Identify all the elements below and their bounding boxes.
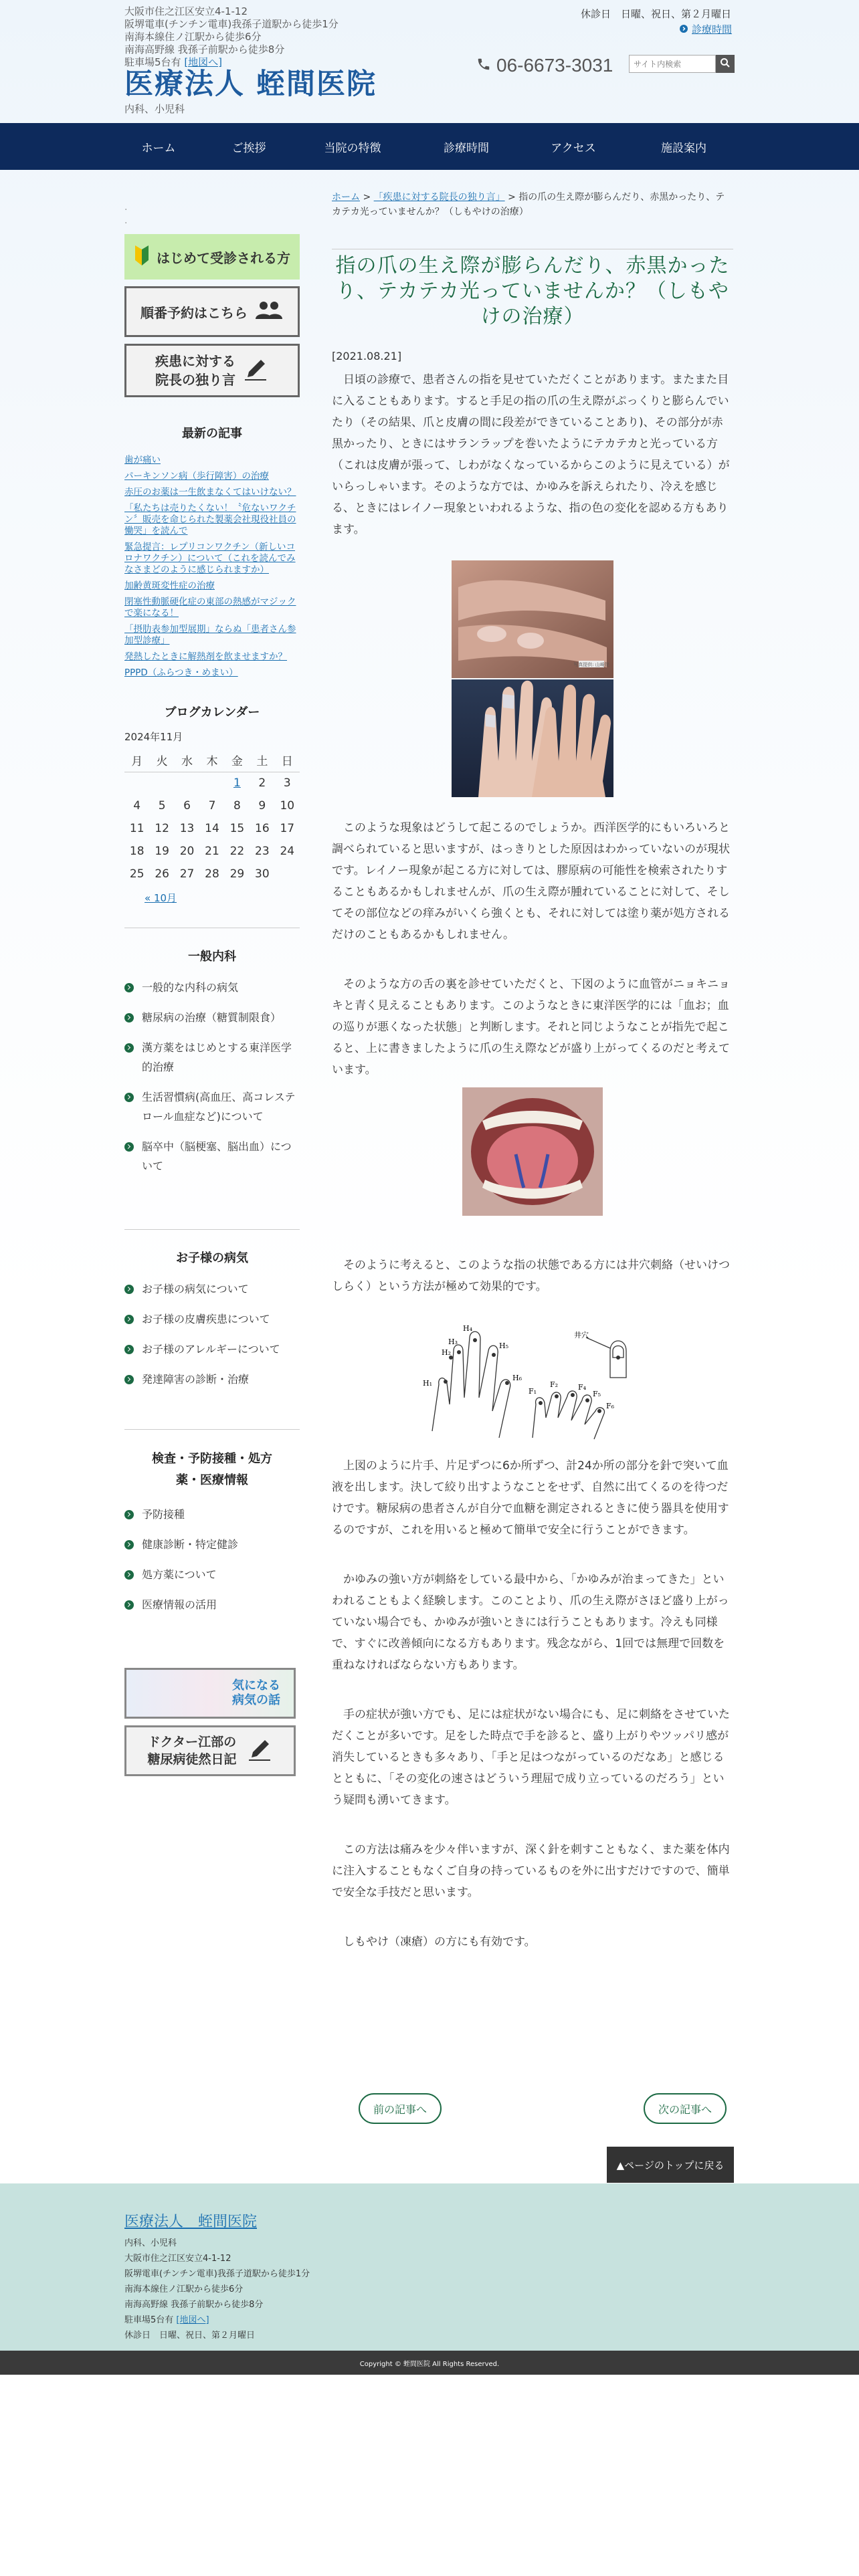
header-address	[124, 5, 339, 69]
nav-home[interactable]: ホーム	[141, 141, 176, 155]
prev-post-button[interactable]: 前の記事へ	[359, 2093, 442, 2124]
bottom-banners	[124, 1668, 300, 1776]
calendar-day: 29	[229, 867, 245, 881]
breadcrumb-separator: >	[363, 192, 371, 203]
disease-talk-line1: 気になる	[232, 1679, 280, 1693]
sidebar-menu-label: 生活習慣病(高血圧、高コレステロール血症など)について	[142, 1091, 296, 1123]
diabetes-diary-banner[interactable]	[124, 1725, 296, 1776]
diabetes-diary-label	[147, 1733, 236, 1768]
article-paragraph: 日頃の診療で、患者さんの指を見せていただくことがあります。またまた目に入ることもあります。すると手足の指の爪の生え際がぷっくりと膨らんでいたり（その結果、爪と皮膚の間に段差ができていることあり)、その部分が赤黒かったり、ときにはサランラップを巻いたようにテカテカと光っている方（これは皮膚が張って、しわがなくなっているからこのように見えている）がいらっしゃいます。そのような方では、かゆみを訴えられたり、冷えを感じる、ときにはレイノー現象といわれるような、指の色の変化を認める方もあります。	[332, 373, 730, 536]
calendar-day: 22	[229, 845, 245, 858]
phone-number[interactable]: 06-6673-3031	[496, 55, 613, 76]
calendar-day: 6	[183, 799, 191, 813]
calendar-day-link[interactable]: 1	[233, 776, 241, 790]
calendar-week	[124, 840, 300, 863]
photo-caption: 写真提供: 山崎院	[573, 662, 609, 667]
diagram-label-h6: H₆	[512, 1374, 522, 1382]
clinic-logo-title[interactable]: 医療法人 蛭間医院	[124, 68, 377, 101]
sidebar-menu-label: 医療情報の活用	[142, 1598, 217, 1611]
calendar-day: 21	[205, 845, 219, 858]
footer-hours: 休診日 日曜、祝日、第２月曜日	[124, 2331, 256, 2341]
sidebar-menu-item[interactable]	[124, 1008, 300, 1027]
calendar-day	[199, 772, 224, 794]
child-illness-list	[124, 1279, 300, 1389]
calendar-day: 25	[129, 867, 145, 881]
nav-access[interactable]: アクセス	[551, 141, 596, 155]
diabetes-diary-line2: 糖尿病徒然日記	[147, 1752, 237, 1767]
chevron-right-icon	[124, 1043, 134, 1053]
first-visit-banner[interactable]	[124, 234, 300, 280]
sidebar-menu-item[interactable]	[124, 1505, 300, 1524]
footer-line: 南海高野線 我孫子前駅から徒歩8分	[124, 2300, 264, 2310]
sidebar-menu-label: 発達障害の診断・治療	[142, 1373, 250, 1386]
article-paragraph: このような現象はどうして起こるのでしょうか。西洋医学的にもいろいろと調べられていると思いますが、はっきりとした原因はわかっていないのが現状です。レイノー現象が起こる方に対しては、膠原病の可能性を検索されたりすることもあるかもしれませんが、爪の生え際が腫れていることに対して、そしてその部位などの痒みがいくら強くとも、それに対しては塗り薬が処方されるだけのこともあるかもしれません。	[332, 821, 730, 942]
chevron-right-icon	[124, 1570, 134, 1580]
article-title: 指の爪の生え際が膨らんだり、赤黒かったり、テカテカ光っていませんか？（しもやけの治療）	[332, 249, 733, 330]
calendar-day: 16	[255, 822, 270, 835]
chevron-right-icon	[124, 1093, 134, 1102]
fingers-photo-image	[452, 560, 613, 797]
calendar-day: 17	[280, 822, 295, 835]
recent-post-link[interactable]: 「私たちは売りたくない！〝危ないワクチン〞販売を命じられた製薬会社現役社員の慟哭」を読んで	[124, 503, 296, 536]
pencil-icon	[246, 1736, 273, 1766]
search-icon	[720, 58, 731, 70]
diagram-label-f6: F₆	[606, 1402, 615, 1410]
tongue-photo-image	[462, 1087, 603, 1216]
recent-post-link[interactable]: 加齢黄斑変性症の治療	[124, 580, 215, 591]
calendar-week	[124, 863, 300, 885]
chevron-right-icon	[124, 1600, 134, 1610]
sidebar-menu-item[interactable]	[124, 1038, 300, 1077]
footer-parking-text: 駐車場5台有	[124, 2315, 174, 2325]
sidebar-menu-item[interactable]	[124, 1339, 300, 1359]
search-input[interactable]	[629, 55, 716, 73]
sidebar-menu-label: 健康診断・特定健診	[142, 1538, 239, 1551]
breadcrumb-separator: >	[508, 192, 516, 203]
people-icon	[254, 300, 284, 324]
diagram-label-f5: F₅	[593, 1390, 601, 1398]
calendar-day: 10	[280, 799, 295, 813]
calendar-day: 26	[155, 867, 169, 881]
site-header	[0, 0, 859, 123]
recent-post-link[interactable]: パーキンソン病（歩行障害）の治療	[124, 471, 269, 481]
footer-map-link[interactable]: [地図へ]	[176, 2315, 209, 2325]
calendar-caption: 2024年11月	[124, 731, 183, 743]
director-label-line1: 疾患に対する	[155, 353, 235, 369]
diagram-label-h3: H₃	[448, 1337, 458, 1346]
calendar-days	[124, 772, 300, 885]
next-post-button[interactable]: 次の記事へ	[644, 2093, 727, 2124]
director-label	[155, 352, 235, 389]
calendar-prev-month[interactable]: « 10月	[145, 892, 177, 904]
breadcrumb-home[interactable]: ホーム	[332, 192, 360, 203]
nav-hours[interactable]: 診療時間	[444, 141, 489, 155]
sidebar-menu-label: お子様の病気について	[142, 1283, 249, 1295]
recent-post-link[interactable]: 閉塞性動脈硬化症の東部の熱感がマジックで楽になる！	[124, 597, 296, 619]
address-line: 大阪市住之江区安立4-1-12	[124, 5, 248, 17]
child-illness-section	[124, 1229, 300, 1389]
calendar-day	[124, 772, 149, 794]
calendar-day: 24	[280, 845, 295, 858]
calendar-day: 28	[205, 867, 219, 881]
calendar-day: 3	[283, 776, 291, 790]
sidebar-menu-label: お子様のアレルギーについて	[142, 1343, 280, 1356]
diabetes-diary-line1: ドクター江部の	[147, 1735, 237, 1749]
article	[332, 190, 733, 1953]
sidebar-menu-label: 漢方薬をはじめとする東洋医学的治療	[142, 1041, 292, 1073]
parking-text: 駐車場5台有	[124, 56, 181, 68]
disease-talk-banner[interactable]	[124, 1668, 296, 1719]
sidebar-menu-label: 予防接種	[142, 1508, 185, 1521]
queue-reservation-banner[interactable]	[124, 286, 300, 337]
sidebar-menu-label: 処方薬について	[142, 1568, 217, 1581]
chevron-right-icon	[124, 1285, 134, 1294]
sidebar-menu-item[interactable]	[124, 1309, 300, 1329]
child-illness-heading: お子様の病気	[176, 1251, 248, 1265]
article-paragraph: この方法は痛みを少々伴いますが、深く針を刺すこともなく、また薬を体内に注入することもなくご自身の持っているものを外に出すだけですので、簡単で安全な手技だと思います。	[332, 1843, 730, 1899]
recent-post-link[interactable]: 発熱したときに解熱剤を飲ませますか？	[124, 651, 287, 662]
footer-line: 大阪市住之江区安立4-1-12	[124, 2254, 231, 2264]
tongue-photo	[332, 1087, 733, 1216]
calendar-day	[275, 863, 300, 885]
article-paragraph: かゆみの強い方が刺絡をしている最中から、「かゆみが治まってきた」といわれることもよく経験します。このことより、爪の生え際がさほど盛り上がっていない場合でも、かゆみが強いときには行うこともあります。冷えも同様で、すぐに改善傾向になる方もあります。残念ながら、1回では無理で回数を重ねなければならない方もあります。	[332, 1573, 729, 1672]
weekday: 土	[250, 749, 274, 772]
calendar-day: 19	[155, 845, 169, 858]
diagram-label-h5: H₅	[499, 1341, 509, 1350]
jing-point-diagram-image	[419, 1311, 646, 1442]
footer-line: 阪堺電車(チンチン電車)我孫子道駅から徒歩1分	[124, 2269, 310, 2279]
exam-section	[124, 1429, 300, 1614]
article-paragraph: 上図のように片手、片足ずつに6か所ずつ、計24か所の部分を針で突いて血液を出します。決して絞り出すようなことをせず、自然に出てくるのを待つだけです。糖尿病の患者さんが自分で血糖を測定されるときに使う器具を使用するのですが、これを用いると極めて簡単で安全に行うことができます。	[332, 1459, 729, 1537]
diagram-label-h4: H₄	[463, 1324, 473, 1333]
weekday: 水	[175, 749, 199, 772]
diagram-label-jing: 井穴	[574, 1331, 589, 1339]
calendar-day: 15	[229, 822, 245, 835]
calendar-day	[149, 772, 174, 794]
fingers-photo	[332, 560, 733, 797]
recent-post-link[interactable]: 赤圧のお薬は一生飲まなくてはいけない？	[124, 487, 296, 498]
calendar-week	[124, 817, 300, 840]
queue-label: 順番予約はこちら	[140, 304, 248, 321]
sidebar-dot: .	[124, 202, 128, 213]
phone-icon	[476, 55, 491, 76]
sidebar-menu-item[interactable]	[124, 978, 300, 997]
calendar-day: 9	[258, 799, 266, 813]
map-link[interactable]: [地図へ]	[184, 56, 223, 68]
sidebar-menu-item[interactable]	[124, 1595, 300, 1614]
calendar-day: 20	[179, 845, 195, 858]
article-paragraph: そのように考えると、このような指の状態である方には井穴刺絡（せいけつしらく）という方法が極めて効果的です。	[332, 1259, 730, 1293]
breadcrumb	[332, 190, 733, 219]
calendar-day: 8	[233, 799, 241, 813]
phone-block	[476, 55, 613, 76]
calendar-day: 13	[179, 822, 195, 835]
blog-calendar	[124, 749, 300, 885]
nav-features[interactable]: 当院の特徴	[324, 141, 381, 155]
diagram-label-f4: F₄	[578, 1383, 587, 1392]
director-label-line2: 院長の独り言	[155, 372, 235, 388]
sidebar-menu-label: お子様の皮膚疾患について	[142, 1313, 270, 1325]
weekday: 月	[124, 749, 149, 772]
jing-point-diagram	[332, 1311, 733, 1442]
chevron-right-icon	[124, 1540, 134, 1549]
address-line: 阪堺電車(チンチン電車)我孫子道駅から徒歩1分	[124, 18, 339, 30]
calendar-day: 14	[205, 822, 219, 835]
diagram-label-h1: H₁	[423, 1379, 433, 1388]
chevron-right-icon	[124, 1375, 134, 1384]
sidebar	[124, 201, 300, 1776]
sidebar-menu-item[interactable]	[124, 1370, 300, 1389]
departments-label: 内科、小児科	[124, 103, 185, 115]
site-footer	[0, 2183, 859, 2351]
breadcrumb-category[interactable]: 「疾患に対する院長の独り言」	[373, 192, 505, 203]
calendar-day: 7	[208, 799, 216, 813]
chevron-right-icon	[124, 1510, 134, 1519]
site-search	[629, 55, 735, 73]
sidebar-menu-label: 糖尿病の治療（糖質制限食）	[142, 1011, 282, 1024]
global-nav	[0, 123, 859, 170]
sidebar-menu-label: 一般的な内科の病気	[142, 981, 239, 994]
article-paragraph: 手の症状が強い方でも、足には症状がない場合にも、足に刺絡をさせていただくことが多いです。足をした時点で手を診ると、盛り上がりやツッパリ感が消失しているときも多々あり、「手と足はつながっているのだなあ」と感じるとともに、「その変化の速さはどういう理屈で成り立っているのだろう」という疑問も湧いてきます。	[332, 1708, 730, 1807]
disease-talk-label	[232, 1679, 280, 1708]
pencil-icon	[242, 356, 269, 386]
recent-post-link[interactable]: PPPD（ふらつき・めまい）	[124, 667, 238, 678]
calendar-day: 18	[129, 845, 145, 858]
nav-greeting[interactable]: ご挨拶	[231, 141, 266, 155]
breadcrumb-current: 指の爪の生え際が膨らんだり、赤黒かったり、テカテカ光っていませんか？（しもやけの治療）	[332, 192, 725, 217]
sidebar-menu-item[interactable]	[124, 1279, 300, 1299]
recent-post-link[interactable]: 緊急提言：レプリコンワクチン（新しいコロナワクチン）について（これを読んでみなさまどのように感じられますか）	[124, 542, 296, 575]
calendar-day: 2	[258, 776, 266, 790]
footer-parking-line	[124, 2313, 310, 2328]
sidebar-dot: .	[124, 215, 128, 226]
chevron-right-icon	[124, 1315, 134, 1324]
sidebar-menu-item[interactable]	[124, 1137, 300, 1176]
calendar-week	[124, 794, 300, 817]
article-date: [2021.08.21]	[332, 350, 402, 362]
calendar-weekdays	[124, 749, 300, 772]
chevron-right-icon	[124, 983, 134, 992]
calendar-day: 27	[179, 867, 195, 881]
weekday: 金	[225, 749, 250, 772]
article-paragraph: しもやけ（凍瘡）の方にも有効です。	[343, 1935, 536, 1949]
sidebar-menu-label: 脳卒中（脳梗塞、脳出血）について	[142, 1140, 292, 1172]
closed-days: 休診日 日曜、祝日、第２月曜日	[581, 8, 732, 20]
chevron-right-icon	[680, 23, 688, 35]
footer-info	[124, 2236, 310, 2343]
recent-posts-heading: 最新の記事	[182, 427, 242, 441]
footer-line: 内科、小児科	[124, 2238, 177, 2248]
recent-post-link[interactable]: 「摂肋表参加型展期」ならぬ「患者さん参加型診療」	[124, 624, 296, 646]
chevron-right-icon	[124, 1013, 134, 1023]
calendar-day	[225, 772, 250, 794]
diagram-label-f2: F₂	[550, 1380, 559, 1389]
exam-heading: 検査・予防接種・処方薬・医療情報	[152, 1452, 272, 1487]
post-pager	[359, 2093, 727, 2127]
calendar-day: 23	[255, 845, 270, 858]
general-medicine-heading: 一般内科	[188, 950, 236, 964]
diagram-label-f1: F₁	[529, 1387, 537, 1396]
first-visit-label: はじめて受診される方	[157, 249, 290, 266]
nav-facility[interactable]: 施設案内	[661, 141, 706, 155]
calendar-day: 12	[155, 822, 169, 835]
footer-line: 南海本線住ノ江駅から徒歩6分	[124, 2284, 244, 2294]
weekday: 木	[199, 749, 224, 772]
calendar-day: 11	[129, 822, 145, 835]
calendar-week	[124, 772, 300, 794]
sidebar-menu-item[interactable]	[124, 1087, 300, 1126]
director-column-banner[interactable]	[124, 344, 300, 397]
calendar-day	[175, 772, 199, 794]
weekday: 日	[275, 749, 300, 772]
general-medicine-list	[124, 978, 300, 1176]
chevron-right-icon	[124, 1345, 134, 1354]
sidebar-menu-item[interactable]	[124, 1565, 300, 1584]
disease-talk-line2: 病気の話	[232, 1693, 280, 1707]
general-medicine-section	[124, 928, 300, 1176]
calendar-day: 5	[158, 799, 166, 813]
recent-post-link[interactable]: 歯が痛い	[124, 455, 161, 465]
back-to-top-button[interactable]: ▲ページのトップに戻る	[607, 2147, 734, 2183]
calendar-day: 30	[255, 867, 270, 881]
search-button[interactable]	[716, 55, 735, 73]
address-line: 南海高野線 我孫子前駅から徒歩8分	[124, 43, 285, 56]
recent-posts-list	[124, 455, 300, 679]
hours-link-label: 診療時間	[692, 23, 733, 35]
weekday: 火	[149, 749, 174, 772]
sidebar-menu-item[interactable]	[124, 1535, 300, 1554]
calendar-heading: ブログカレンダー	[164, 706, 260, 720]
calendar-day: 4	[133, 799, 141, 813]
address-line: 南海本線住ノ江駅から徒歩6分	[124, 31, 262, 43]
article-paragraph: そのような方の舌の裏を診せていただくと、下図のように血管がニョキニョキと青く見えることもあります。このようなときに東洋医学的には「血お；血の巡りが悪くなった状態」と判断します。それと同じようなことが指先で起こると、上に書きましたように爪の生え際などが盛り上がってくるのだと考えています。	[332, 978, 730, 1077]
copyright-bar: Copyright © 蛭間医院 All Rights Reserved.	[0, 2351, 859, 2375]
hours-link[interactable]	[680, 22, 732, 36]
beginner-mark-icon	[134, 245, 150, 269]
exam-list	[124, 1505, 300, 1614]
diagram-label-h2: H₂	[442, 1348, 452, 1357]
chevron-right-icon	[124, 1142, 134, 1152]
footer-clinic-name[interactable]: 医療法人 蛭間医院	[124, 2214, 258, 2230]
